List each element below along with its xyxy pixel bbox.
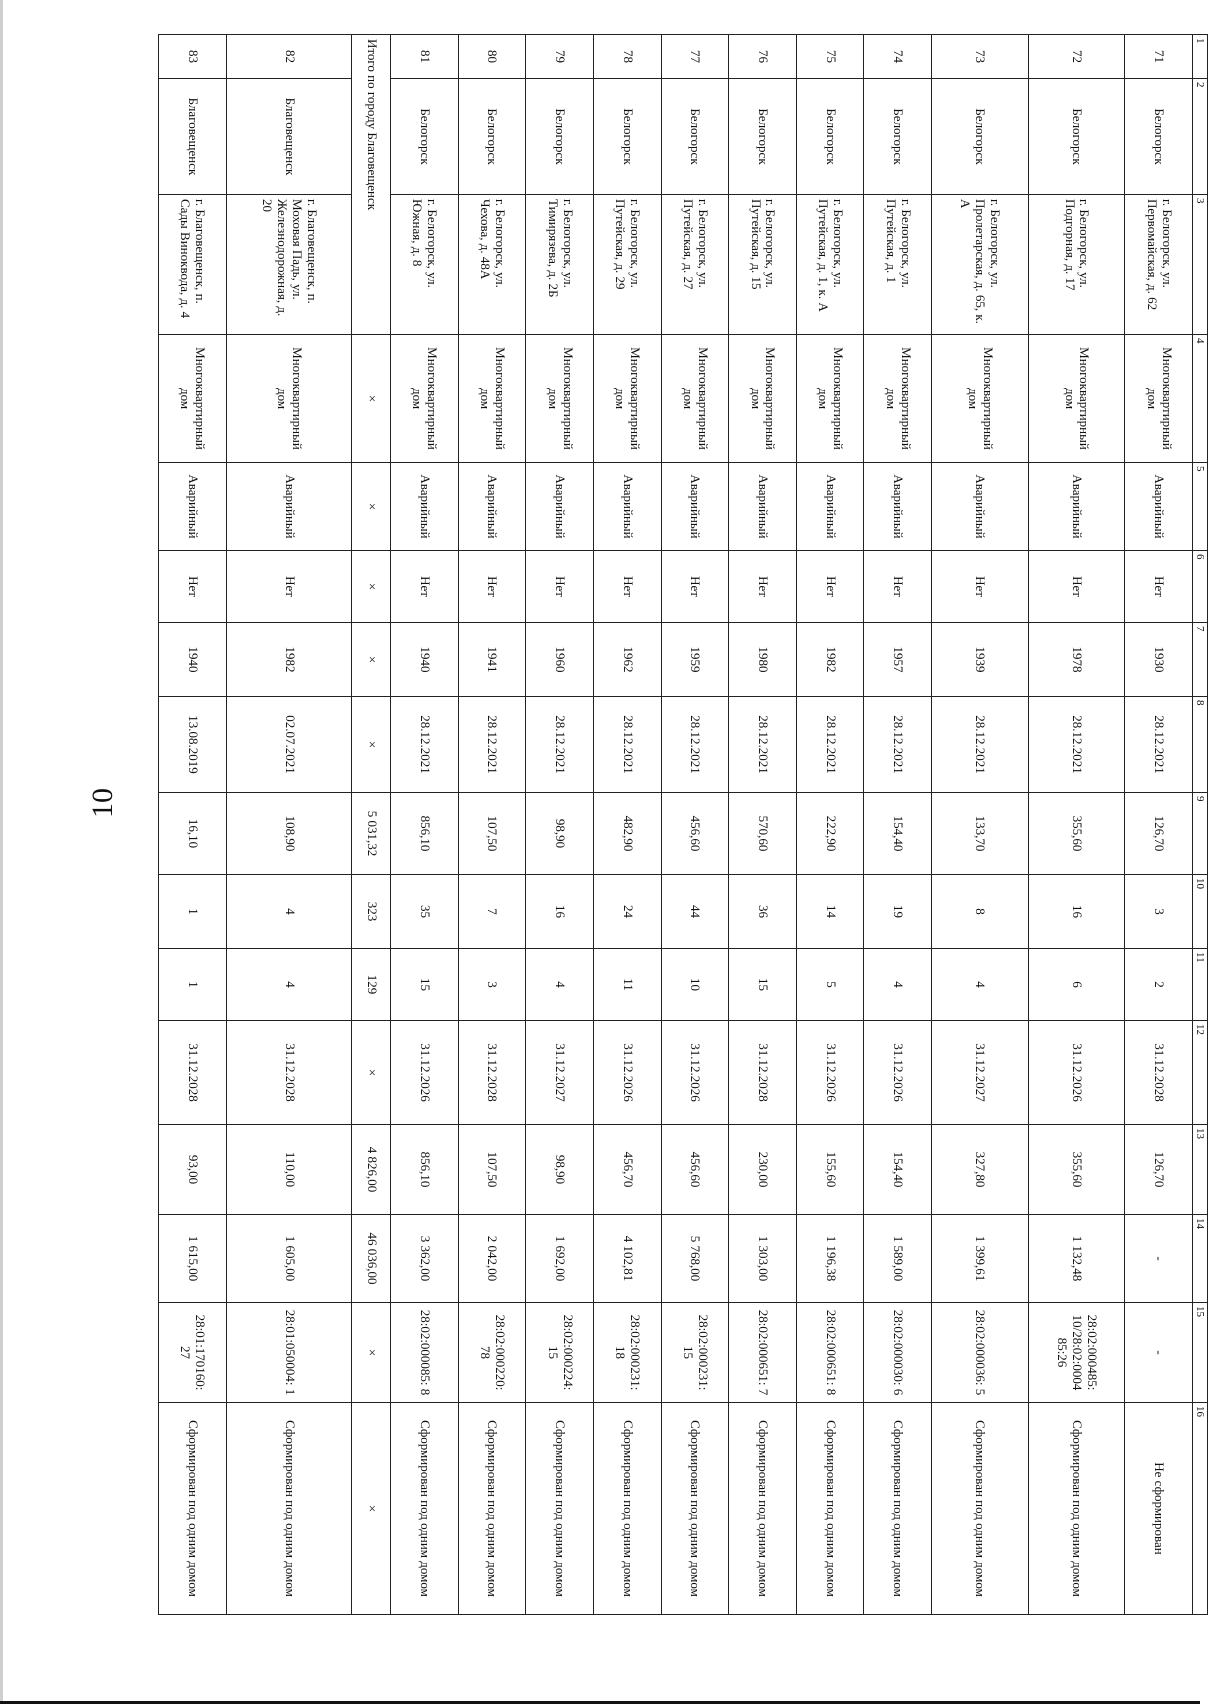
table-cell: 28:02:000036: 5 (932, 1303, 1029, 1403)
table-cell: 31.12.2027 (526, 1021, 594, 1125)
table-cell: Многоквартирный дом (729, 335, 797, 463)
table-cell: 1980 (729, 623, 797, 697)
table-cell: 35 (391, 875, 459, 949)
table-cell: Сформирован под одним домом (864, 1403, 932, 1615)
table-cell: 4 (226, 949, 352, 1021)
table-cell: Нет (226, 551, 352, 623)
table-cell: Многоквартирный дом (226, 335, 352, 463)
table-cell: 107,50 (458, 793, 526, 875)
table-cell: 28.12.2021 (1028, 697, 1125, 793)
table-row (729, 35, 797, 1615)
table-cell: 1 196,38 (796, 1215, 864, 1303)
table-cell: 28.12.2021 (932, 697, 1029, 793)
table-cell: Аварийный (458, 463, 526, 551)
column-number-row (1193, 35, 1208, 1615)
table-cell: Нет (864, 551, 932, 623)
table-cell: 110,00 (226, 1125, 352, 1215)
table-cell: Белогорск (593, 79, 661, 195)
table-cell: Многоквартирный дом (1125, 335, 1193, 463)
table-cell: 28:02:000651: 7 (729, 1303, 797, 1403)
housing-table (158, 34, 1208, 1615)
table-cell: 31.12.2026 (391, 1021, 459, 1125)
table-cell: Нет (932, 551, 1029, 623)
table-cell: × (352, 1021, 391, 1125)
table-cell: Аварийный (1028, 463, 1125, 551)
table-cell: 1 (159, 949, 227, 1021)
table-cell: 1939 (932, 623, 1029, 697)
table-cell: Многоквартирный дом (1028, 335, 1125, 463)
table-cell: Аварийный (1125, 463, 1193, 551)
table-cell: 7 (458, 875, 526, 949)
table-row (526, 35, 594, 1615)
table-cell: г. Белогорск, ул. Путейская, д. 29 (593, 195, 661, 335)
table-cell: 28:02:000220: 78 (458, 1303, 526, 1403)
table-cell: 31.12.2028 (458, 1021, 526, 1125)
column-number: 9 (1193, 793, 1208, 875)
table-cell: 4 102,81 (593, 1215, 661, 1303)
table-cell: 856,10 (391, 1125, 459, 1215)
table-cell: 98,90 (526, 1125, 594, 1215)
table-cell: 11 (593, 949, 661, 1021)
table-cell: 1 615,00 (159, 1215, 227, 1303)
table-cell: Многоквартирный дом (159, 335, 227, 463)
table-cell: 154,40 (864, 793, 932, 875)
table-cell: 31.12.2028 (729, 1021, 797, 1125)
table-cell: Многоквартирный дом (864, 335, 932, 463)
table-cell: 10 (661, 949, 729, 1021)
table-cell: 5 768,00 (661, 1215, 729, 1303)
table-cell: 13.08.2019 (159, 697, 227, 793)
column-number: 8 (1193, 697, 1208, 793)
table-cell: 28.12.2021 (796, 697, 864, 793)
table-cell: 2 (1125, 949, 1193, 1021)
table-row (159, 35, 227, 1615)
table-cell: г. Белогорск, ул. Пролетарская, д. 65, к. А (932, 195, 1029, 335)
table-cell: Белогорск (526, 79, 594, 195)
table-cell: 72 (1028, 35, 1125, 79)
table-cell: 4 826,00 (352, 1125, 391, 1215)
table-cell: Белогорск (796, 79, 864, 195)
column-number: 4 (1193, 335, 1208, 463)
table-cell: 133,70 (932, 793, 1029, 875)
table-cell: Аварийный (593, 463, 661, 551)
table-cell: 24 (593, 875, 661, 949)
table-cell: г. Белогорск, ул. Путейская, д. 1 (864, 195, 932, 335)
table-cell: 28.12.2021 (458, 697, 526, 793)
table-cell: 28.12.2021 (864, 697, 932, 793)
table-cell: 126,70 (1125, 793, 1193, 875)
table-cell: Многоквартирный дом (458, 335, 526, 463)
table-cell: Нет (391, 551, 459, 623)
table-cell: × (352, 623, 391, 697)
table-cell: 02.07.2021 (226, 697, 352, 793)
table-cell: 28:02:000231: 18 (593, 1303, 661, 1403)
table-cell: 28:02:000030: 6 (864, 1303, 932, 1403)
column-number: 11 (1193, 949, 1208, 1021)
table-cell: Многоквартирный дом (593, 335, 661, 463)
table-row (458, 35, 526, 1615)
table-cell: Сформирован под одним домом (593, 1403, 661, 1615)
table-cell: 1 399,61 (932, 1215, 1029, 1303)
table-cell: Нет (796, 551, 864, 623)
table-cell: 83 (159, 35, 227, 79)
table-cell: 4 (226, 875, 352, 949)
table-cell: Сформирован под одним домом (932, 1403, 1029, 1615)
column-number: 2 (1193, 79, 1208, 195)
table-cell: 93,00 (159, 1125, 227, 1215)
table-cell: Аварийный (661, 463, 729, 551)
table-cell: - (1125, 1215, 1193, 1303)
table-cell: 6 (1028, 949, 1125, 1021)
table-cell: Благовещенск (226, 79, 352, 195)
table-cell: Сформирован под одним домом (226, 1403, 352, 1615)
table-cell: 31.12.2028 (1125, 1021, 1193, 1125)
table-cell: 31.12.2027 (932, 1021, 1029, 1125)
table-cell: Сформирован под одним домом (526, 1403, 594, 1615)
table-cell: 28:02:000485: 10/28:02:0004 85:26 (1028, 1303, 1125, 1403)
table-cell: × (352, 551, 391, 623)
table-cell: Нет (661, 551, 729, 623)
table-cell: 3 (458, 949, 526, 1021)
table-cell: 1982 (226, 623, 352, 697)
table-cell: Аварийный (391, 463, 459, 551)
table-cell: 16 (1028, 875, 1125, 949)
table-cell: 856,10 (391, 793, 459, 875)
table-cell: Нет (458, 551, 526, 623)
table-cell: Белогорск (661, 79, 729, 195)
table-cell: 28.12.2021 (1125, 697, 1193, 793)
table-cell: 456,60 (661, 793, 729, 875)
table-cell: 327,80 (932, 1125, 1029, 1215)
table-cell: Сформирован под одним домом (391, 1403, 459, 1615)
table-cell: 1 589,00 (864, 1215, 932, 1303)
table-cell: Аварийный (796, 463, 864, 551)
table-row (1125, 35, 1193, 1615)
table-cell: 74 (864, 35, 932, 79)
table-cell: Аварийный (729, 463, 797, 551)
table-cell: Многоквартирный дом (391, 335, 459, 463)
table-cell: 1982 (796, 623, 864, 697)
table-cell: Аварийный (932, 463, 1029, 551)
column-number: 10 (1193, 875, 1208, 949)
table-cell: 31.12.2026 (1028, 1021, 1125, 1125)
table-cell: 28:02:000224: 15 (526, 1303, 594, 1403)
table-cell: 31.12.2026 (864, 1021, 932, 1125)
table-cell: 76 (729, 35, 797, 79)
table-cell: 4 (526, 949, 594, 1021)
table-cell: 36 (729, 875, 797, 949)
table-cell: Белогорск (458, 79, 526, 195)
table-cell: 28:02:000231: 15 (661, 1303, 729, 1403)
table-row (661, 35, 729, 1615)
table-cell: 28.12.2021 (526, 697, 594, 793)
table-cell: г. Белогорск, ул. Южная, д. 8 (391, 195, 459, 335)
table-cell: г. Белогорск, ул. Путейская, д. 15 (729, 195, 797, 335)
table-cell: 3 (1125, 875, 1193, 949)
table-cell: 482,90 (593, 793, 661, 875)
table-cell: 31.12.2026 (661, 1021, 729, 1125)
table-cell: 1941 (458, 623, 526, 697)
table-cell: 1 692,00 (526, 1215, 594, 1303)
table-cell: 31.12.2026 (796, 1021, 864, 1125)
table-cell: 155,60 (796, 1125, 864, 1215)
table-cell: 82 (226, 35, 352, 79)
column-number: 1 (1193, 35, 1208, 79)
total-row (352, 35, 391, 1615)
table-cell: 1960 (526, 623, 594, 697)
table-cell: Сформирован под одним домом (729, 1403, 797, 1615)
table-cell: Не сформирован (1125, 1403, 1193, 1615)
column-number: 5 (1193, 463, 1208, 551)
table-cell: 98,90 (526, 793, 594, 875)
table-cell: 1940 (391, 623, 459, 697)
table-cell: Многоквартирный дом (796, 335, 864, 463)
table-cell: × (352, 463, 391, 551)
table-cell: Белогорск (864, 79, 932, 195)
table-cell: 77 (661, 35, 729, 79)
table-cell: Нет (1125, 551, 1193, 623)
column-number: 12 (1193, 1021, 1208, 1125)
table-cell: × (352, 1403, 391, 1615)
table-cell: 46 036,00 (352, 1215, 391, 1303)
table-cell: 75 (796, 35, 864, 79)
table-cell: 4 (932, 949, 1029, 1021)
total-label: Итого по городу Благовещенск (352, 35, 391, 335)
table-row (864, 35, 932, 1615)
table-cell: 28:02:000085: 8 (391, 1303, 459, 1403)
table-cell: 3 362,00 (391, 1215, 459, 1303)
table-cell: г. Благовещенск, п. Сады Виноквода, д. 4 (159, 195, 227, 335)
table-cell: 570,60 (729, 793, 797, 875)
column-number: 7 (1193, 623, 1208, 697)
table-cell: × (352, 697, 391, 793)
table-cell: 154,40 (864, 1125, 932, 1215)
table-cell: Нет (526, 551, 594, 623)
table-cell: Многоквартирный дом (661, 335, 729, 463)
table-cell: 230,00 (729, 1125, 797, 1215)
table-cell: 14 (796, 875, 864, 949)
table-cell: г. Белогорск, ул. Первомайская, д. 62 (1125, 195, 1193, 335)
table-cell: г. Белогорск, ул. Путейская, д. 27 (661, 195, 729, 335)
table-cell: Нет (159, 551, 227, 623)
table-cell: 28:01:050004: 1 (226, 1303, 352, 1403)
table-cell: 1 (159, 875, 227, 949)
table-cell: Нет (593, 551, 661, 623)
table-cell: 28:01:170160: 27 (159, 1303, 227, 1403)
table-cell: 129 (352, 949, 391, 1021)
column-number: 13 (1193, 1125, 1208, 1215)
table-cell: × (352, 1303, 391, 1403)
table-row (932, 35, 1029, 1615)
table-row (226, 35, 352, 1615)
table-cell: 28:02:000651: 8 (796, 1303, 864, 1403)
table-cell: Сформирован под одним домом (1028, 1403, 1125, 1615)
column-number: 6 (1193, 551, 1208, 623)
table-cell: 31.12.2028 (226, 1021, 352, 1125)
table-cell: г. Благовещенск, п. Моховая Падь, ул. Железнодорожная, д. 20 (226, 195, 352, 335)
table-cell: Белогорск (391, 79, 459, 195)
table-cell: Аварийный (159, 463, 227, 551)
table-cell: 1 303,00 (729, 1215, 797, 1303)
table-cell: 4 (864, 949, 932, 1021)
rotated-table-container (158, 34, 1208, 1614)
table-cell: 79 (526, 35, 594, 79)
table-cell: Сформирован под одним домом (796, 1403, 864, 1615)
table-cell: 28.12.2021 (661, 697, 729, 793)
table-cell: 107,50 (458, 1125, 526, 1215)
table-cell: Белогорск (729, 79, 797, 195)
table-cell: Нет (1028, 551, 1125, 623)
table-cell: 16,10 (159, 793, 227, 875)
table-cell: 355,60 (1028, 1125, 1125, 1215)
table-cell: 78 (593, 35, 661, 79)
column-number: 15 (1193, 1303, 1208, 1403)
table-cell: - (1125, 1303, 1193, 1403)
table-cell: 15 (391, 949, 459, 1021)
table-row (391, 35, 459, 1615)
page-number: 10 (86, 788, 119, 818)
table-cell: 44 (661, 875, 729, 949)
table-cell: 323 (352, 875, 391, 949)
table-cell: Благовещенск (159, 79, 227, 195)
table-cell: Аварийный (226, 463, 352, 551)
table-cell: 15 (729, 949, 797, 1021)
table-cell: Аварийный (864, 463, 932, 551)
column-number: 14 (1193, 1215, 1208, 1303)
table-cell: 5 031,32 (352, 793, 391, 875)
table-cell: 1978 (1028, 623, 1125, 697)
table-cell: 5 (796, 949, 864, 1021)
table-cell: Сформирован под одним домом (458, 1403, 526, 1615)
table-cell: 108,90 (226, 793, 352, 875)
table-cell: 19 (864, 875, 932, 949)
column-number: 16 (1193, 1403, 1208, 1615)
table-cell: 1959 (661, 623, 729, 697)
table-cell: 355,60 (1028, 793, 1125, 875)
table-cell: 81 (391, 35, 459, 79)
table-row (1028, 35, 1125, 1615)
table-cell: 1957 (864, 623, 932, 697)
table-cell: 8 (932, 875, 1029, 949)
table-cell: Белогорск (1028, 79, 1125, 195)
table-cell: Белогорск (1125, 79, 1193, 195)
table-cell: 2 042,00 (458, 1215, 526, 1303)
table-row (593, 35, 661, 1615)
table-cell: × (352, 335, 391, 463)
table-row (796, 35, 864, 1615)
table-cell: 456,70 (593, 1125, 661, 1215)
column-number: 3 (1193, 195, 1208, 335)
table-cell: 28.12.2021 (593, 697, 661, 793)
table-cell: 222,90 (796, 793, 864, 875)
table-cell: 1 605,00 (226, 1215, 352, 1303)
scan-edge (0, 0, 3, 1704)
table-body (159, 35, 1193, 1615)
table-cell: 1962 (593, 623, 661, 697)
table-cell: 28.12.2021 (391, 697, 459, 793)
table-cell: Сформирован под одним домом (661, 1403, 729, 1615)
table-cell: Белогорск (932, 79, 1029, 195)
table-cell: 73 (932, 35, 1029, 79)
table-cell: 80 (458, 35, 526, 79)
table-cell: 28.12.2021 (729, 697, 797, 793)
table-cell: 126,70 (1125, 1125, 1193, 1215)
table-cell: 71 (1125, 35, 1193, 79)
table-cell: 31.12.2026 (593, 1021, 661, 1125)
table-cell: 1930 (1125, 623, 1193, 697)
table-cell: 456,60 (661, 1125, 729, 1215)
table-cell: 1940 (159, 623, 227, 697)
table-cell: Многоквартирный дом (932, 335, 1029, 463)
table-cell: Аварийный (526, 463, 594, 551)
table-cell: Сформирован под одним домом (159, 1403, 227, 1615)
table-cell: Нет (729, 551, 797, 623)
table-cell: Многоквартирный дом (526, 335, 594, 463)
table-cell: 16 (526, 875, 594, 949)
table-cell: г. Белогорск, ул. Чехова, д. 48А (458, 195, 526, 335)
table-cell: 31.12.2028 (159, 1021, 227, 1125)
table-cell: г. Белогорск, ул. Подгорная, д. 17 (1028, 195, 1125, 335)
table-cell: 1 132,48 (1028, 1215, 1125, 1303)
table-cell: г. Белогорск, ул. Путейская, д. 1, к. А (796, 195, 864, 335)
table-cell: г. Белогорск, ул. Тимирязева, д. 2Б (526, 195, 594, 335)
